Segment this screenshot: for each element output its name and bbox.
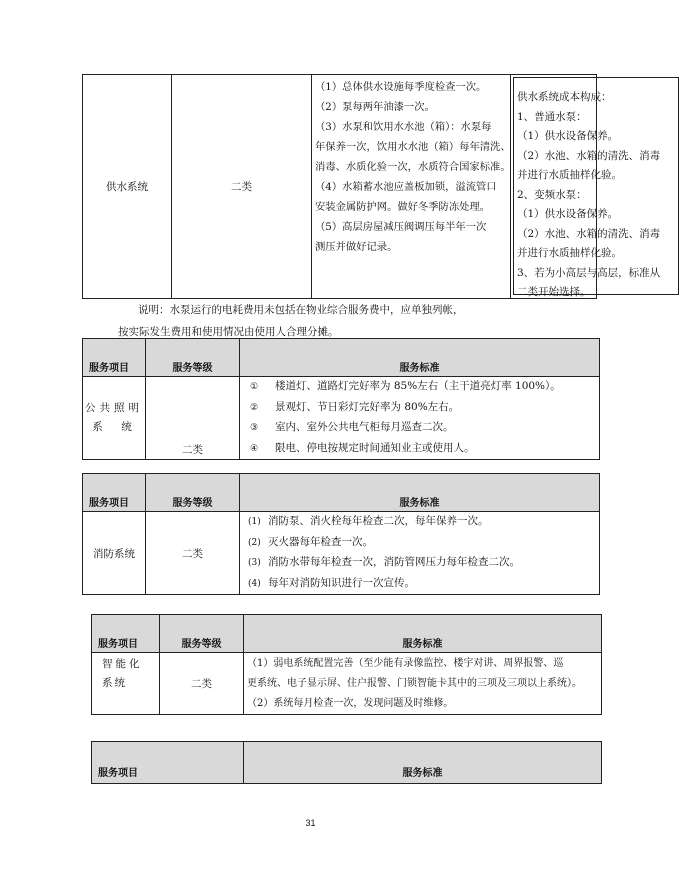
note-line-1: 说明：水泵运行的电耗费用未包括在物业综合服务费中，应单独列帐， [138, 304, 464, 316]
header-service-grade: 服务等级 [146, 474, 240, 512]
service-item-cell [92, 653, 160, 715]
standard-line: （5）高层房屋减压阀调压每半年一次 [315, 221, 487, 233]
header-service-item: 服务项目 [83, 474, 146, 512]
standard-line: 消毒、水质化验一次，水质符合国家标准。 [315, 161, 511, 173]
water-supply-table [82, 74, 661, 299]
cost-line: 并进行水质抽样化验。 [517, 247, 622, 259]
cost-line: 并进行水质抽样化验。 [517, 169, 622, 181]
service-item-cell [83, 75, 172, 299]
service-grade-cell [146, 377, 240, 460]
cost-line: 二类开始选择。 [517, 286, 591, 298]
standard-item: ② 景观灯、节日彩灯完好率为 80%左右。 [250, 400, 460, 413]
standard-line: （4）水箱蓄水池应盖板加锁，溢流管口 [315, 181, 497, 193]
standard-line: （3）水泵和饮用水水池（箱）：水泵每 [315, 121, 492, 133]
standard-item: (2) 灭火器每年检查一次。 [248, 535, 373, 548]
note-line-2: 按实际发生费用和使用情况由使用人合理分摊。 [118, 326, 339, 338]
standard-line: （1）弱电系统配置完善（至少能有录像监控、楼宇对讲、周界报警、巡 [247, 657, 564, 669]
service-grade-text: 二类 [182, 547, 203, 560]
service-item-text: 消防系统 [93, 547, 135, 560]
service-item-line: 智能化 [102, 658, 143, 670]
standard-line: 年保养一次，饮用水水池（箱）每年清洗、 [315, 141, 511, 153]
header-service-standard: 服务标准 [244, 742, 602, 784]
page-number: 31 [305, 818, 316, 828]
standard-item: ③ 室内、室外公共电气柜每月巡查二次。 [250, 421, 454, 433]
standard-line: 测压并做好记录。 [315, 241, 398, 253]
cost-line: 3、若为小高层与高层，标准从 [517, 266, 661, 279]
standard-line: （2）泵每两年油漆一次。 [315, 101, 435, 113]
next-service-table [91, 741, 602, 784]
service-standard-cell [312, 75, 511, 299]
service-grade-cell [146, 512, 240, 595]
header-service-item: 服务项目 [83, 339, 146, 377]
standard-item: (1) 消防泵、消火栓每年检查二次，每年保养一次。 [248, 515, 489, 527]
cost-line: 2、变频水泵： [517, 188, 587, 201]
service-grade-text: 二类 [182, 444, 203, 456]
cost-line: 1、普通水泵： [517, 110, 587, 123]
intelligent-system-table [91, 614, 602, 715]
cost-line: （2）水池、水箱的清洗、消毒 [517, 149, 661, 162]
standard-line: （1）总体供水设施每季度检查一次。 [315, 81, 487, 93]
service-standard-cell [240, 512, 600, 595]
header-service-item: 服务项目 [92, 742, 244, 784]
service-item-line: 系 统 [92, 421, 136, 433]
fire-system-table [82, 473, 600, 595]
service-item-line: 公共照明 [85, 402, 143, 414]
service-standard-cell [244, 653, 602, 715]
standard-item: ④ 限电、停电按规定时间通知业主或使用人。 [250, 441, 475, 454]
cost-line: （1）供水设备保养。 [517, 208, 619, 220]
cost-cell [511, 75, 661, 299]
service-grade-cell [172, 75, 312, 299]
service-item-line: 系统 [102, 677, 127, 689]
header-service-standard: 服务标准 [240, 474, 600, 512]
standard-line: 更系统、电子显示屏、住户报警、门锁智能卡其中的三项及三项以上系统）。 [247, 677, 582, 689]
service-item-cell [83, 512, 146, 595]
service-grade-text: 二类 [191, 678, 212, 690]
public-lighting-table [82, 338, 600, 460]
cost-line: （1）供水设备保养。 [517, 130, 619, 142]
standard-item: (4) 每年对消防知识进行一次宣传。 [248, 576, 415, 589]
service-grade-text: 二类 [231, 181, 252, 193]
service-standard-cell [240, 377, 600, 460]
cost-line: 供水系统成本构成： [517, 91, 612, 103]
service-item-text: 供水系统 [106, 181, 148, 193]
header-service-standard: 服务标准 [240, 339, 600, 377]
header-service-standard: 服务标准 [244, 615, 602, 653]
service-grade-cell [160, 653, 244, 715]
standard-item: (3) 消防水带每年检查一次，消防管网压力每年检查二次。 [248, 556, 520, 568]
standard-item: ① 楼道灯、道路灯完好率为 85%左右（主干道亮灯率 100%）。 [250, 380, 561, 392]
service-item-cell [83, 377, 146, 460]
standard-line: 安装金属防护网。做好冬季防冻处理。 [315, 201, 491, 213]
standard-line: （2）系统每月检查一次，发现问题及时维修。 [247, 697, 454, 709]
header-service-item: 服务项目 [92, 615, 160, 653]
cost-line: （2）水池、水箱的清洗、消毒 [517, 227, 661, 240]
header-service-grade: 服务等级 [160, 615, 244, 653]
header-service-grade: 服务等级 [146, 339, 240, 377]
